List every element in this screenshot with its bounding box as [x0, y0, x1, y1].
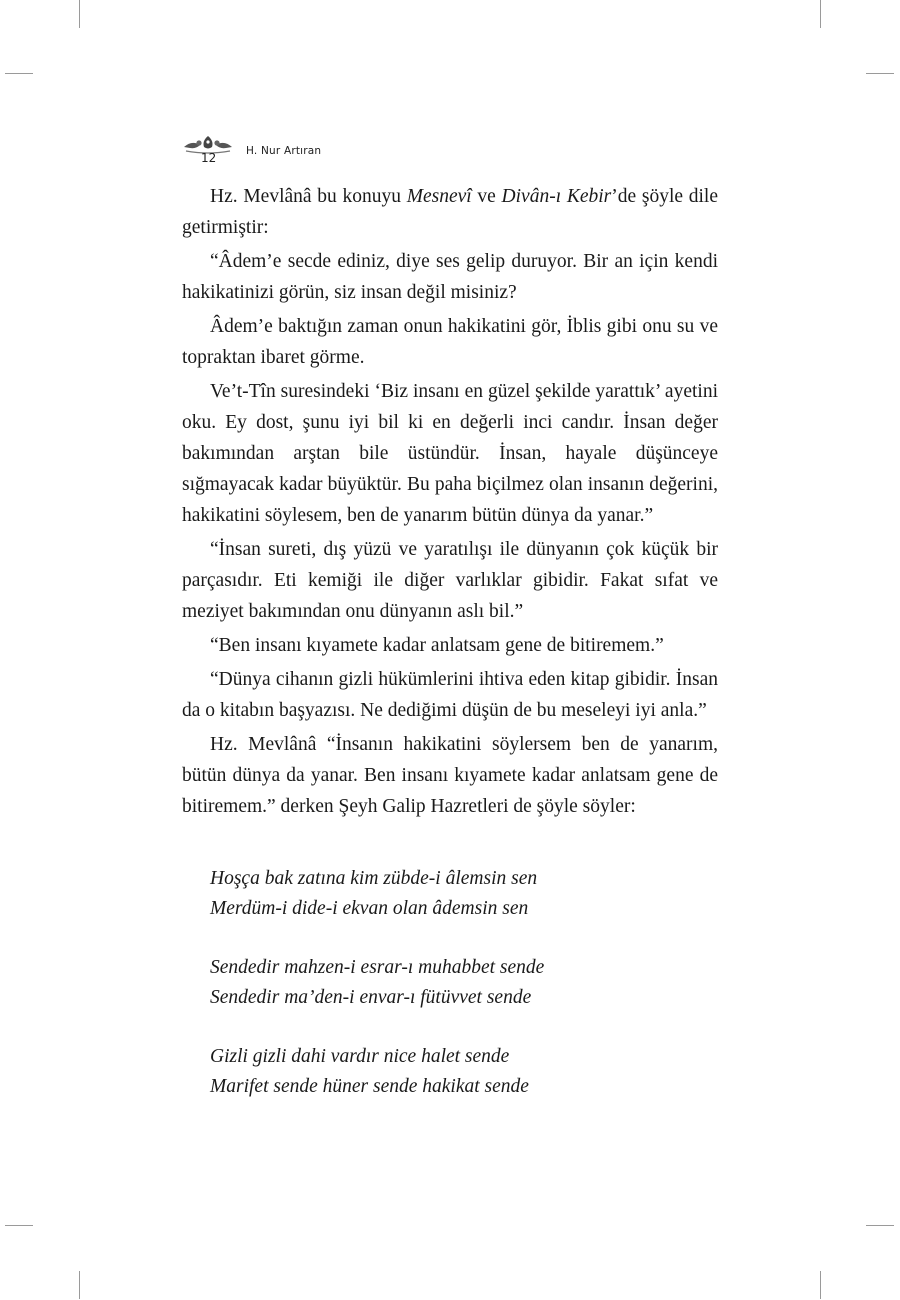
verse-line: Sendedir ma’den-i envar-ı fütüvvet sende [210, 987, 532, 1008]
crop-mark-top-right [820, 0, 821, 28]
book-title-mesnevi: Mesnevî [406, 186, 472, 207]
paragraph-1 [182, 181, 718, 243]
crop-mark-bottom-right [820, 1271, 821, 1299]
paragraph-1-text-a: Hz. Mevlânâ bu konuyu [210, 186, 407, 207]
crop-mark-left-bottom [5, 1225, 33, 1226]
crop-mark-left-top [5, 73, 33, 74]
paragraph-5: “İnsan sureti, dış yüzü ve yaratılışı ile dünyanın çok küçük bir parçasıdır. Eti kemiği ile diğer varlıklar gibidir. Fakat sıfat ve meziyet bakımından onu dünyanın aslı bil.” [182, 539, 718, 622]
paragraph-1-text-c: ve [471, 186, 502, 207]
crop-mark-right-bottom [866, 1225, 894, 1226]
crop-mark-bottom-left [79, 1271, 80, 1299]
book-title-divan: Divân-ı Kebir [501, 186, 612, 207]
poem-stanza [210, 953, 690, 1013]
crop-mark-top-left [79, 0, 80, 28]
verse-line: Merdüm-i dide-i ekvan olan âdemsin sen [210, 898, 529, 919]
verse-line: Gizli gizli dahi vardır nice halet sende [210, 1046, 510, 1067]
paragraph-8: Hz. Mevlânâ “İnsanın hakikatini söylersem ben de yanarım, bütün dünya da yanar. Ben insanı kıyamete kadar anlatsam gene de bitiremem.” derken Şeyh Galip Hazretleri de şöyle söyler: [182, 734, 718, 817]
poem [210, 864, 690, 1131]
poem-stanza [210, 1042, 690, 1102]
running-header-author: H. Nur Artıran [246, 145, 322, 157]
paragraph-4: Ve’t-Tîn suresindeki ‘Biz insanı en güzel şekilde yarattık’ ayetini oku. Ey dost, şunu iyi bil ki en değerli inci candır. İnsan değer bakımından arştan bile üstündür. İnsan, hayale düşünceye sığmayacak kadar büyüktür. Bu paha biçilmez olan insanın değerini, hakikatini söylesem, ben de yanarım bütün dünya da yanar.” [182, 381, 718, 526]
verse-line: Hoşça bak zatına kim zübde-i âlemsin sen [210, 868, 538, 889]
paragraph-2: “Âdem’e secde ediniz, diye ses gelip duruyor. Bir an için kendi hakikatinizi görün, siz insan değil misiniz? [182, 251, 718, 303]
paragraph-6: “Ben insanı kıyamete kadar anlatsam gene de bitiremem.” [210, 635, 664, 656]
crop-mark-right-top [866, 73, 894, 74]
paragraph-1-text-e: ’de şöyle dile getirmiştir: [182, 186, 719, 238]
paragraph-3: Âdem’e baktığın zaman onun hakikatini gör, İblis gibi onu su ve topraktan ibaret görme. [182, 316, 718, 368]
running-header [182, 134, 722, 166]
page-number: 12 [201, 151, 217, 165]
verse-line: Sendedir mahzen-i esrar-ı muhabbet sende [210, 957, 545, 978]
paragraph-7: “Dünya cihanın gizli hükümlerini ihtiva eden kitap gibidir. İnsan da o kitabın başyazısı. Ne dediğimi düşün de bu meseleyi iyi anla.” [182, 669, 718, 721]
verse-line: Marifet sende hüner sende hakikat sende [210, 1076, 529, 1097]
poem-stanza [210, 864, 690, 924]
body-text [182, 181, 718, 825]
